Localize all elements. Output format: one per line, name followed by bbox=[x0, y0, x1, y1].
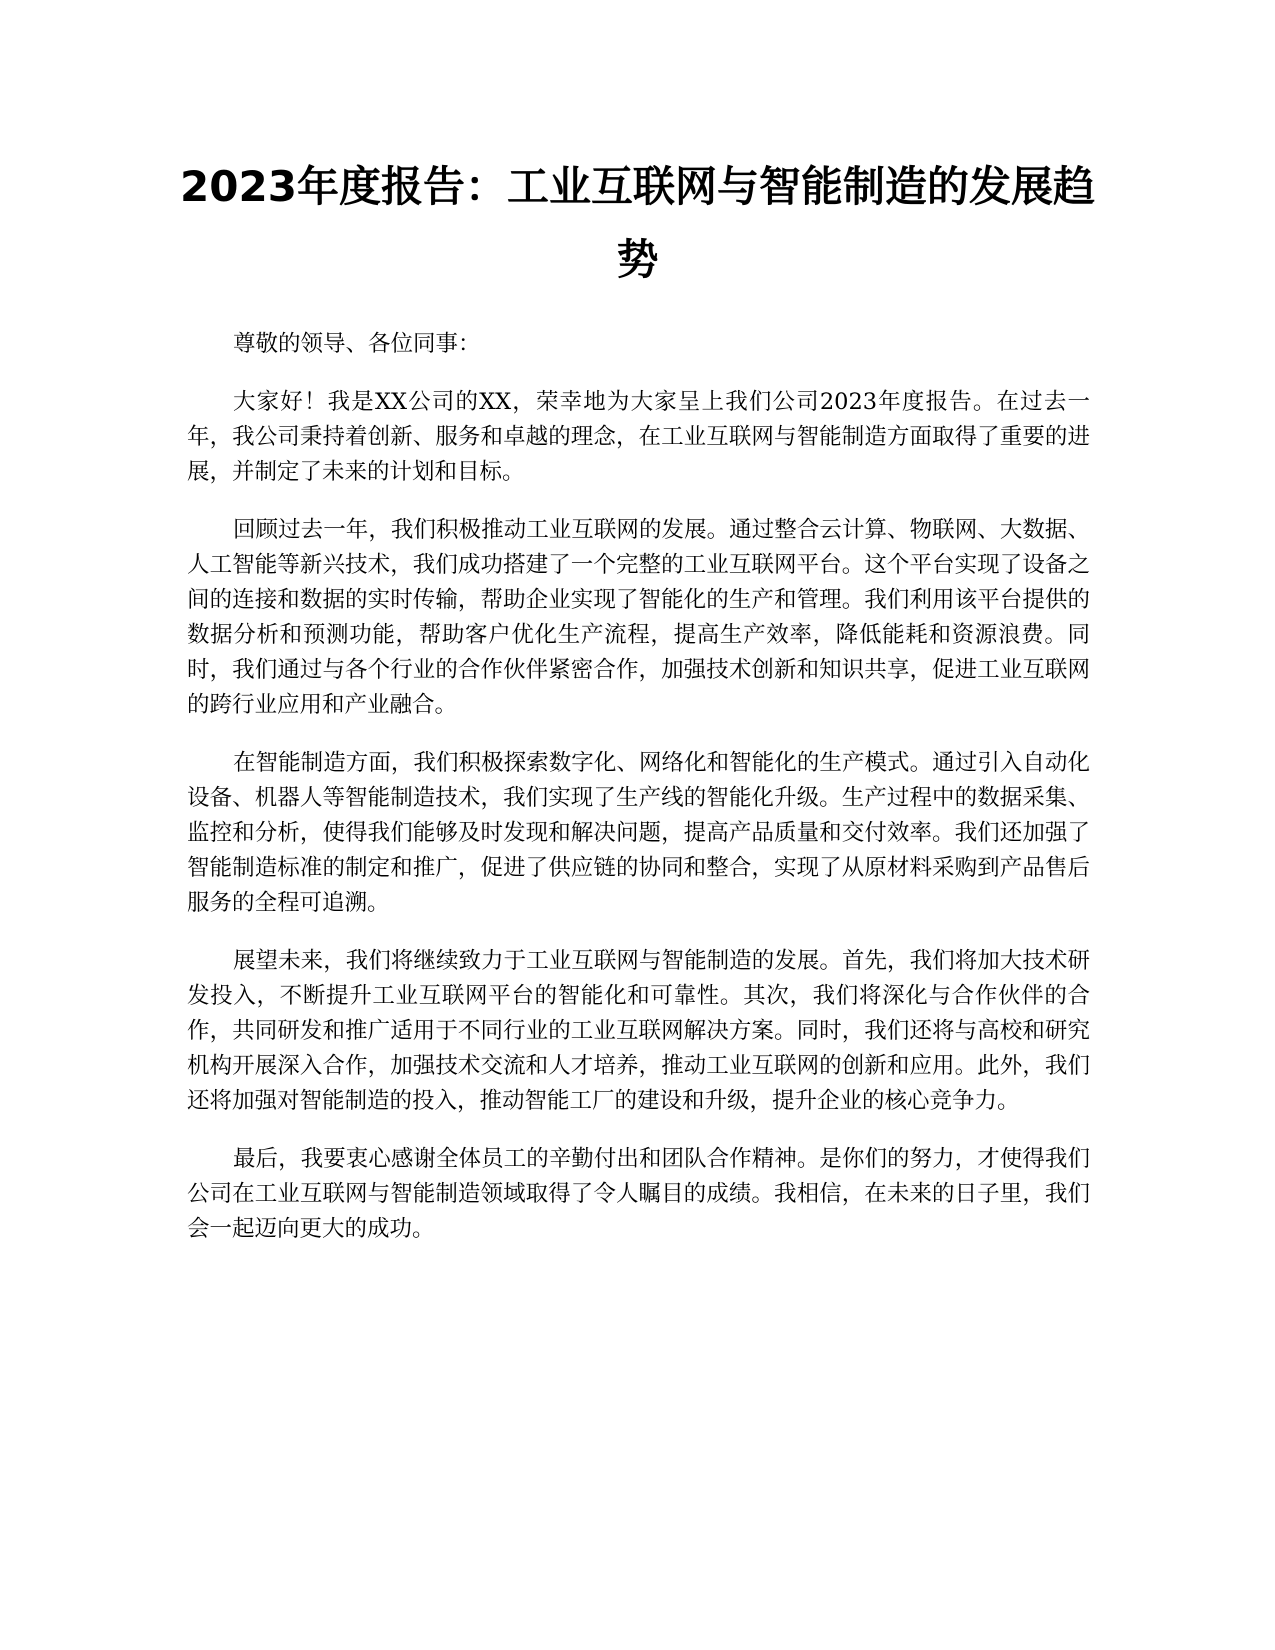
outlook-paragraph: 展望未来，我们将继续致力于工业互联网与智能制造的发展。首先，我们将加大技术研发投入，不断提升工业互联网平台的智能化和可靠性。其次，我们将深化与合作伙伴的合作，共同研发和推广适用于不同行业的工业互联网解决方案。同时，我们还将与高校和研究机构开展深入合作，加强技术交流和人才培养，推动工业互联网的创新和应用。此外，我们还将加强对智能制造的投入，推动智能工厂的建设和升级，提升企业的核心竞争力。 bbox=[187, 948, 1090, 1114]
salutation-paragraph: 尊敬的领导、各位同事： bbox=[233, 331, 481, 357]
document-body bbox=[187, 327, 1090, 1270]
smart-manufacturing-paragraph: 在智能制造方面，我们积极探索数字化、网络化和智能化的生产模式。通过引入自动化设备、机器人等智能制造技术，我们实现了生产线的智能化升级。生产过程中的数据采集、监控和分析，使得我们能够及时发现和解决问题，提高产品质量和交付效率。我们还加强了智能制造标准的制定和推广，促进了供应链的协同和整合，实现了从原材料采购到产品售后服务的全程可追溯。 bbox=[187, 750, 1090, 916]
document-title: 2023年度报告：工业互联网与智能制造的发展趋势 bbox=[180, 162, 1095, 284]
review-paragraph: 回顾过去一年，我们积极推动工业互联网的发展。通过整合云计算、物联网、大数据、人工智能等新兴技术，我们成功搭建了一个完整的工业互联网平台。这个平台实现了设备之间的连接和数据的实时传输，帮助企业实现了智能化的生产和管理。我们利用该平台提供的数据分析和预测功能，帮助客户优化生产流程，提高生产效率，降低能耗和资源浪费。同时，我们通过与各个行业的合作伙伴紧密合作，加强技术创新和知识共享，促进工业互联网的跨行业应用和产业融合。 bbox=[187, 517, 1090, 718]
intro-paragraph: 大家好！我是XX公司的XX，荣幸地为大家呈上我们公司2023年度报告。在过去一年，我公司秉持着创新、服务和卓越的理念，在工业互联网与智能制造方面取得了重要的进展，并制定了未来的计划和目标。 bbox=[187, 389, 1090, 485]
closing-paragraph: 最后，我要衷心感谢全体员工的辛勤付出和团队合作精神。是你们的努力，才使得我们公司在工业互联网与智能制造领域取得了令人瞩目的成绩。我相信，在未来的日子里，我们会一起迈向更大的成功。 bbox=[187, 1146, 1090, 1242]
